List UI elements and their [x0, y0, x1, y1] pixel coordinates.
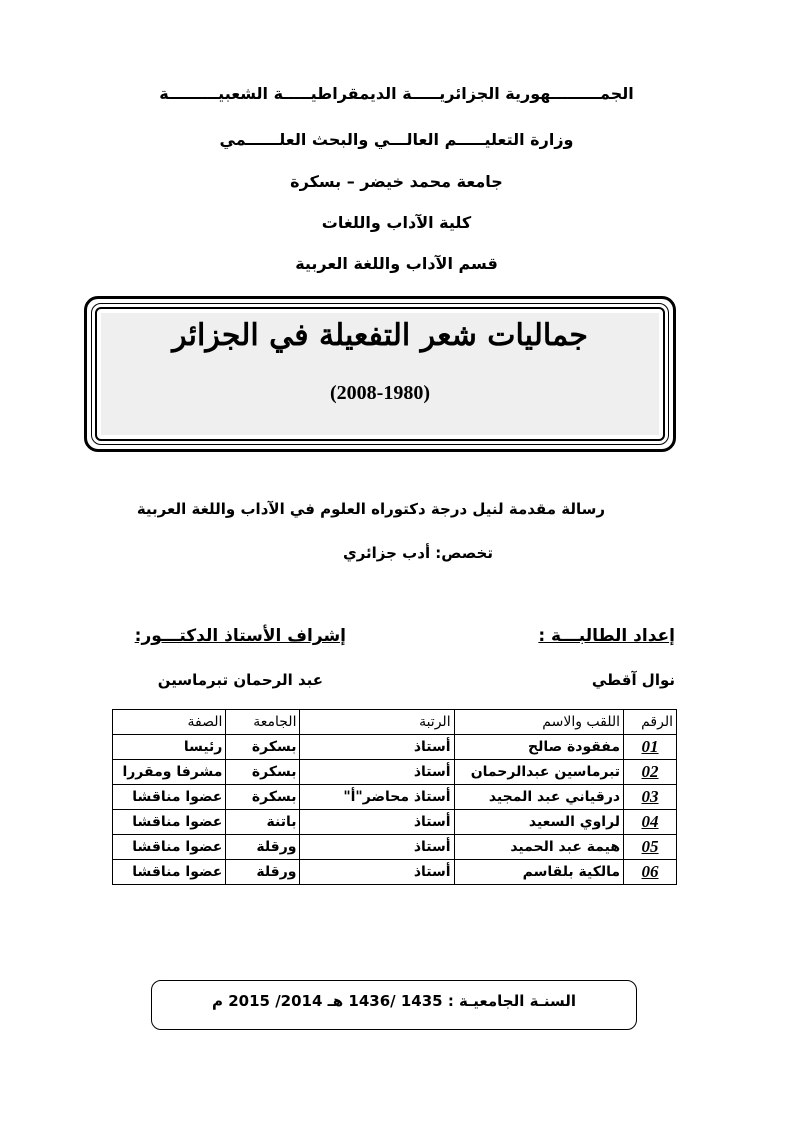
university-text: جامعة محمد خيضر – بسكرة	[290, 172, 503, 191]
table-row	[113, 785, 677, 810]
jury-name: درقياني عبد المجيد	[454, 785, 623, 810]
ministry-heading	[0, 130, 793, 149]
republic-text: الجمـــــــــهورية الجزائريـــــة الديمقراطيـــــة الشعبيـــــــــة	[159, 84, 634, 103]
republic-heading	[0, 84, 793, 103]
faculty-heading	[0, 213, 793, 232]
university-heading	[0, 172, 793, 191]
jury-name: مالكية بلقاسم	[454, 860, 623, 885]
header-role: الصفة	[113, 710, 226, 735]
header-name: اللقب والاسم	[454, 710, 623, 735]
header-university: الجامعة	[226, 710, 300, 735]
jury-name: مفقودة صالح	[454, 735, 623, 760]
jury-number: 03	[624, 785, 677, 810]
jury-role: عضوا مناقشا	[113, 835, 226, 860]
jury-rank: أستاذ	[300, 760, 454, 785]
jury-role: رئيسا	[113, 735, 226, 760]
jury-number: 06	[624, 860, 677, 885]
department-heading	[0, 254, 793, 273]
header-rank: الرتبة	[300, 710, 454, 735]
thesis-description: رسالة مقدمة لنيل درجة دكتوراه العلوم في الآداب واللغة العربية	[136, 500, 605, 518]
supervisor-name: عبد الرحمان تبرماسين	[157, 671, 323, 689]
faculty-text: كلية الآداب واللغات	[321, 213, 472, 232]
jury-role: مشرفا ومقررا	[113, 760, 226, 785]
student-name: نوال آقطي	[591, 671, 675, 689]
jury-role: عضوا مناقشا	[113, 810, 226, 835]
jury-rank: أستاذ	[300, 735, 454, 760]
table-row	[113, 735, 677, 760]
department-text: قسم الآداب واللغة العربية	[295, 254, 498, 273]
jury-university: بسكرة	[226, 735, 300, 760]
academic-year: السنـة الجامعيـة : 1435 /1436 هـ 2014/ 2015 م	[212, 992, 576, 1010]
jury-rank: أستاذ	[300, 810, 454, 835]
jury-university: ورقلة	[226, 860, 300, 885]
jury-rank: أستاذ	[300, 835, 454, 860]
jury-university: باتنة	[226, 810, 300, 835]
jury-university: ورقلة	[226, 835, 300, 860]
header-number: الرقم	[624, 710, 677, 735]
jury-role: عضوا مناقشا	[113, 785, 226, 810]
jury-number: 05	[624, 835, 677, 860]
jury-number: 01	[624, 735, 677, 760]
specialization: تخصص: أدب جزائري	[342, 544, 493, 562]
prepared-by-label: إعداد الطالبـــة :	[538, 626, 675, 646]
jury-rank: أستاذ محاضر"أ"	[300, 785, 454, 810]
thesis-title: جماليات شعر التفعيلة في الجزائر	[172, 318, 588, 353]
jury-rank: أستاذ	[300, 860, 454, 885]
jury-university: بسكرة	[226, 760, 300, 785]
table-row	[113, 760, 677, 785]
jury-university: بسكرة	[226, 785, 300, 810]
ministry-text: وزارة التعليـــــم العالـــي والبحث العلــــــمي	[219, 130, 574, 149]
jury-name: لراوي السعيد	[454, 810, 623, 835]
table-row	[113, 835, 677, 860]
jury-number: 04	[624, 810, 677, 835]
jury-number: 02	[624, 760, 677, 785]
jury-header-row	[113, 710, 677, 735]
supervisor-label: إشراف الأستاذ الدكتـــور:	[134, 626, 346, 646]
jury-role: عضوا مناقشا	[113, 860, 226, 885]
jury-table	[112, 709, 677, 885]
jury-name: تبرماسين عبدالرحمان	[454, 760, 623, 785]
table-row	[113, 810, 677, 835]
table-row	[113, 860, 677, 885]
thesis-years: (2008-1980)	[330, 382, 430, 404]
jury-name: هيمة عبد الحميد	[454, 835, 623, 860]
